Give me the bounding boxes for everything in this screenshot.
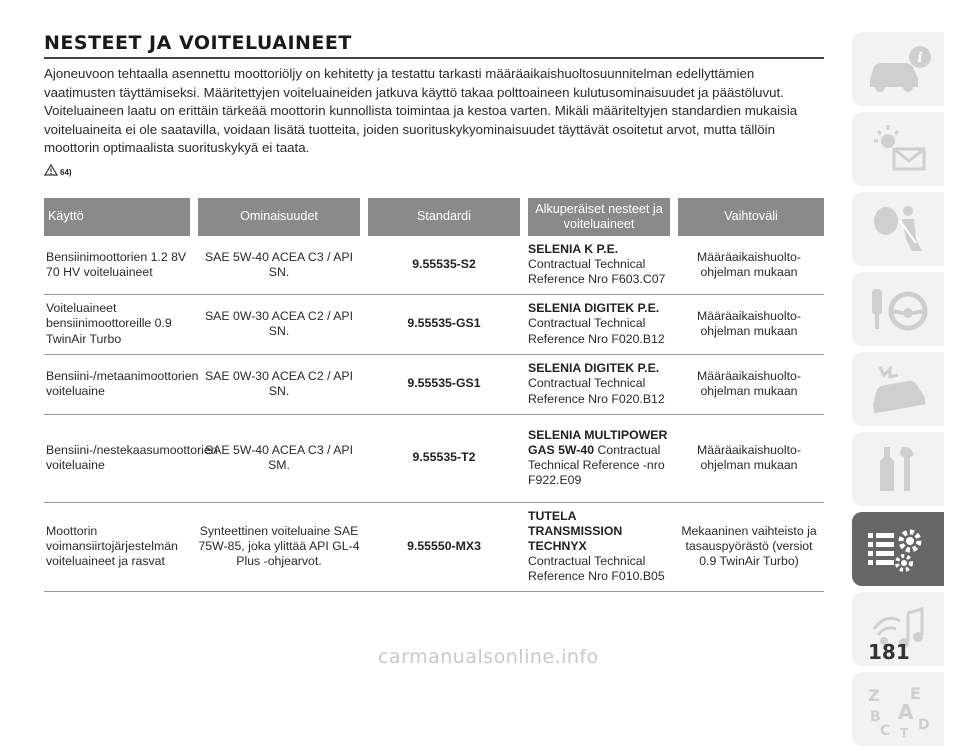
car-info-icon [860, 39, 936, 99]
svg-text:B: B [870, 709, 881, 725]
specs-gears-icon [860, 519, 936, 579]
svg-text:T: T [900, 726, 909, 739]
page-number: 181 [868, 640, 910, 664]
cell-usage: Moottorin voimansiirtojärjestelmän voiteluaineet ja rasvat [44, 502, 194, 591]
header-standard: Standardi [364, 198, 524, 236]
cell-standard: 9.55550-MX3 [364, 502, 524, 591]
tab-maintenance[interactable] [852, 432, 944, 506]
cell-interval: Mekaaninen vaihteisto ja tasauspyörästö (versiot 0.9 TwinAir Turbo) [674, 502, 824, 591]
cell-standard: 9.55535-T2 [364, 414, 524, 502]
tab-index[interactable] [852, 672, 944, 746]
key-steering-wheel-icon [860, 279, 936, 339]
cell-usage: Voiteluaineet bensiinimoottoreille 0.9 TwinAir Turbo [44, 294, 194, 354]
lubricants-table [44, 198, 824, 592]
table-row [44, 354, 824, 414]
product-reference: Contractual Technical Reference Nro F010.B05 [528, 554, 665, 584]
tab-safety[interactable] [852, 192, 944, 266]
product-reference: Contractual Technical Reference Nro F020.B12 [528, 376, 665, 406]
cell-product [524, 236, 674, 294]
cell-properties: SAE 5W-40 ACEA C3 / API SM. [194, 414, 364, 502]
airbag-seat-icon [860, 199, 936, 259]
table-row [44, 236, 824, 294]
svg-text:E: E [910, 684, 921, 703]
product-name: TUTELA TRANSMISSION TECHNYX [528, 508, 623, 553]
warning-reference[interactable] [44, 160, 824, 180]
cell-product [524, 354, 674, 414]
warning-triangle-icon [44, 164, 58, 176]
cell-interval: Määräaikaishuolto-ohjelman mukaan [674, 294, 824, 354]
cell-properties: SAE 5W-40 ACEA C3 / API SN. [194, 236, 364, 294]
product-reference: Contractual Technical Reference -nro F922.E09 [528, 442, 665, 488]
tab-starting-driving[interactable] [852, 272, 944, 346]
product-name: SELENIA DIGITEK P.E. [528, 301, 660, 316]
header-properties: Ominaisuudet [194, 198, 364, 236]
car-crash-icon [860, 359, 936, 419]
cell-product [524, 414, 674, 502]
tab-warning-lights[interactable] [852, 112, 944, 186]
table-row [44, 502, 824, 591]
product-reference: Contractual Technical Reference Nro F020.B12 [528, 316, 665, 346]
header-usage: Käyttö [44, 198, 194, 236]
cell-properties: SAE 0W-30 ACEA C2 / API SN. [194, 354, 364, 414]
svg-text:D: D [918, 717, 930, 733]
watermark: carmanualsonline.info [378, 646, 599, 668]
page-content [44, 26, 824, 592]
product-reference: Contractual Technical Reference Nro F603.C07 [528, 257, 666, 287]
tools-icon [860, 439, 936, 499]
warning-reference-number: 64) [60, 167, 72, 177]
cell-interval: Määräaikaishuolto-ohjelman mukaan [674, 236, 824, 294]
table-row [44, 294, 824, 354]
cell-interval: Määräaikaishuolto-ohjelman mukaan [674, 414, 824, 502]
svg-text:C: C [880, 723, 891, 739]
cell-properties: SAE 0W-30 ACEA C2 / API SN. [194, 294, 364, 354]
svg-text:Z: Z [868, 686, 880, 705]
table-row [44, 414, 824, 502]
cell-usage: Bensiini-/metaanimoottorien voiteluaine [44, 354, 194, 414]
cell-standard: 9.55535-S2 [364, 236, 524, 294]
product-name: SELENIA DIGITEK P.E. [528, 361, 660, 376]
cell-product [524, 294, 674, 354]
intro-paragraph: Ajoneuvoon tehtaalla asennettu moottoriöljy on kehitetty ja testattu tarkasti määräaikaishuoltosuunnitelman edellyttämien vaatimusten täyttämiseksi. Määritettyjen voiteluaineiden jatkuva käyttö takaa polttoaineen kulutusominaisuudet ja päästöluvut. Voiteluaineen laatu on erittäin tärkeää moottorin kunnollista toimintaa ja kestoa varten. Mikäli määriteltyjen standardien mukaisia voiteluaineita ei ole saatavilla, voidaan lisätä tuotteita, joiden suorituskykyominaisuudet täyttävät osoitetut arvot, mutta tällöin moottorin optimaalista suorituskykyä ei taata. [44, 66, 798, 156]
cell-properties: Synteettinen voiteluaine SAE 75W-85, joka ylittää API GL-4 Plus -ohjearvot. [194, 502, 364, 591]
table-header-row [44, 198, 824, 236]
svg-text:i: i [917, 50, 923, 66]
header-interval: Vaihtoväli [674, 198, 824, 236]
tab-car-info[interactable] [852, 32, 944, 106]
cell-usage: Bensiini-/nestekaasumoottorien voiteluaine [44, 414, 194, 502]
tab-technical-data[interactable] [852, 512, 944, 586]
cell-usage: Bensiinimoottorien 1.2 8V 70 HV voiteluaineet [44, 236, 194, 294]
cell-interval: Määräaikaishuolto-ohjelman mukaan [674, 354, 824, 414]
cell-standard: 9.55535-GS1 [364, 354, 524, 414]
product-name: SELENIA MULTIPOWER GAS 5W-40 [528, 427, 668, 457]
alphabet-index-icon [860, 679, 936, 739]
tab-emergency[interactable] [852, 352, 944, 426]
header-original-products: Alkuperäiset nesteet ja voiteluaineet [524, 198, 674, 236]
svg-text:A: A [898, 700, 914, 724]
page-title: NESTEET JA VOITELUAINEET [44, 32, 824, 59]
product-name: SELENIA K P.E. [528, 241, 619, 256]
cell-product [524, 502, 674, 591]
cell-standard: 9.55535-GS1 [364, 294, 524, 354]
dashboard-warning-lights-icon [860, 119, 936, 179]
